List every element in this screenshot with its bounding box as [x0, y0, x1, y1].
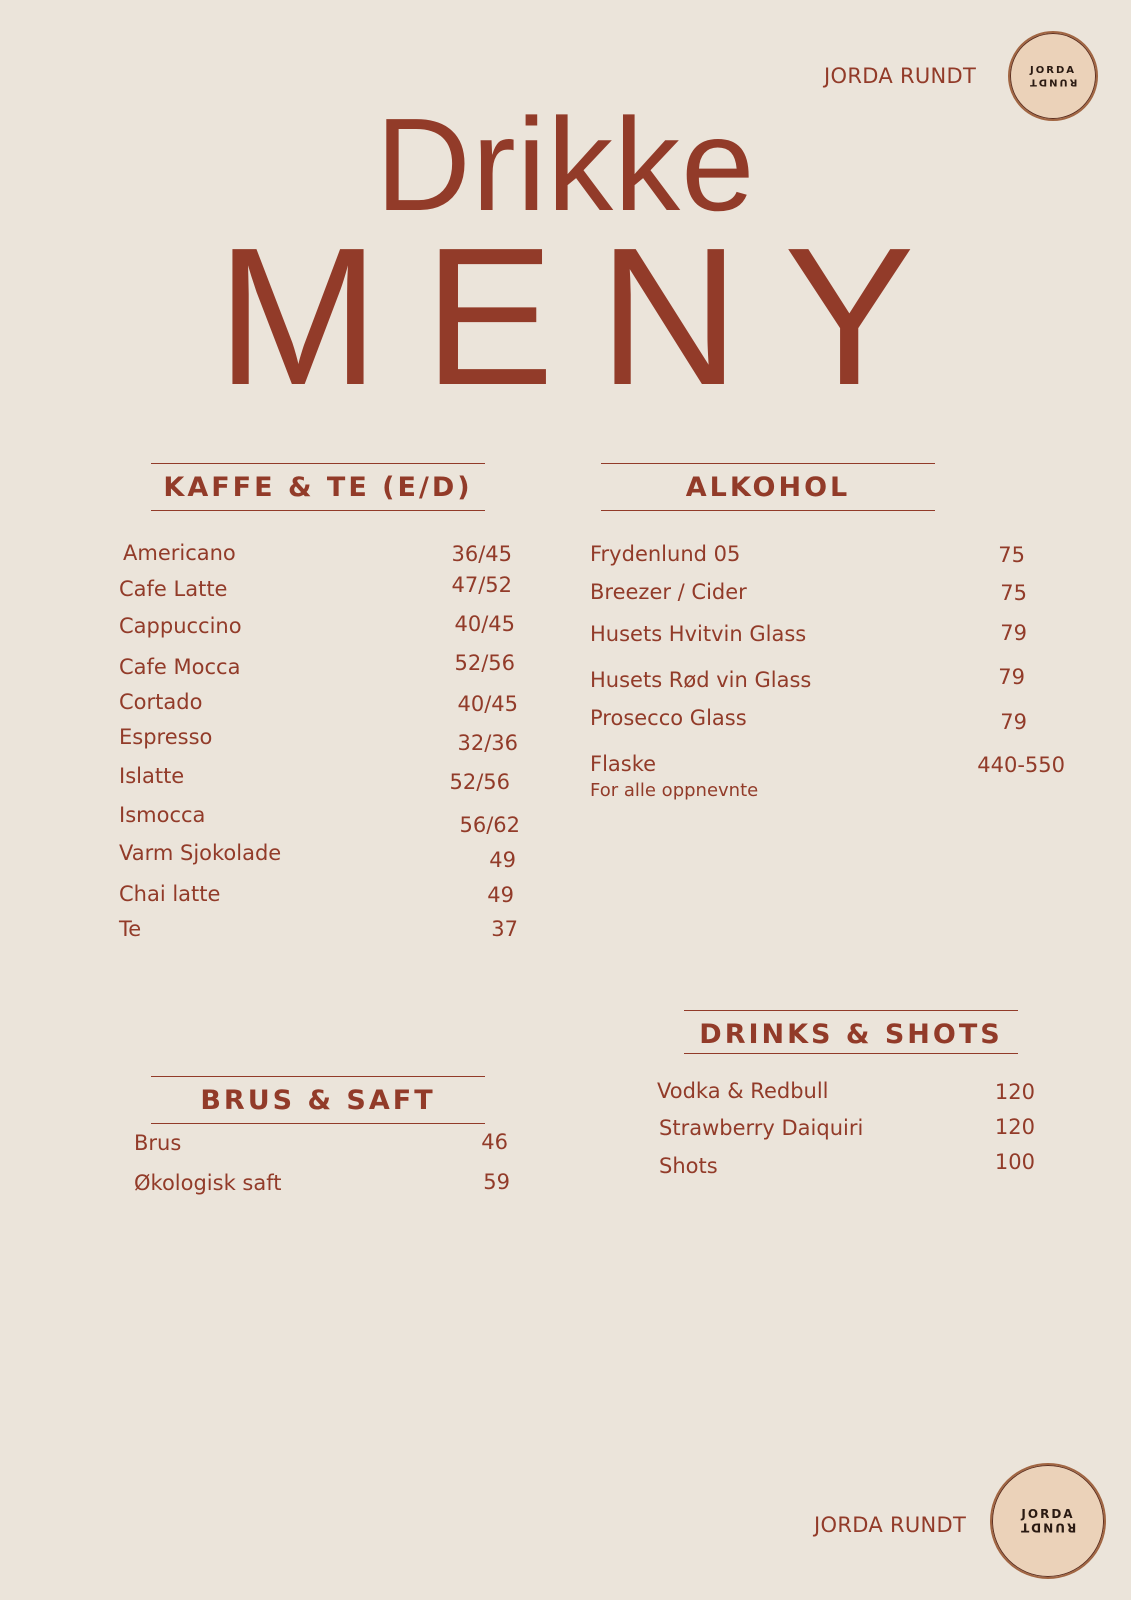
- section-heading-alkohol: ALKOHOL: [601, 463, 935, 511]
- menu-item-price: 59: [483, 1170, 510, 1194]
- brand-logo-bottom: [990, 1463, 1106, 1579]
- menu-item-name: Strawberry Daiquiri: [659, 1116, 864, 1140]
- menu-item-name: Husets Rød vin Glass: [590, 668, 812, 692]
- menu-item-name: Cafe Mocca: [119, 655, 241, 679]
- menu-item-name: Prosecco Glass: [590, 706, 747, 730]
- section-heading-kaffe: KAFFE & TE (E/D): [151, 463, 485, 511]
- menu-item-price: 49: [487, 883, 514, 907]
- menu-item-price: 56/62: [459, 813, 520, 837]
- menu-item-price: 79: [998, 665, 1025, 689]
- menu-item-price: 75: [998, 543, 1025, 567]
- menu-item-name: Cappuccino: [119, 614, 242, 638]
- menu-item-name: Frydenlund 05: [590, 542, 741, 566]
- menu-item-name: Vodka & Redbull: [657, 1079, 829, 1103]
- menu-item-name: Husets Hvitvin Glass: [590, 622, 807, 646]
- menu-item-price: 75: [1000, 581, 1027, 605]
- menu-item-price: 79: [1000, 621, 1027, 645]
- menu-item-name: Chai latte: [119, 882, 221, 906]
- menu-item-price: 52/56: [449, 770, 510, 794]
- menu-item-price: 37: [491, 917, 518, 941]
- menu-item-price: 46: [481, 1130, 508, 1154]
- menu-item-name: Flaske: [590, 752, 657, 776]
- menu-item-price: 49: [489, 848, 516, 872]
- brand-name-bottom: JORDA RUNDT: [814, 1513, 967, 1537]
- menu-item-price: 47/52: [451, 573, 512, 597]
- menu-item-name: Cortado: [119, 690, 203, 714]
- logo-text-line2: RUNDT: [1028, 76, 1078, 88]
- menu-item-name: Ismocca: [119, 803, 206, 827]
- section-heading-brus: BRUS & SAFT: [151, 1076, 485, 1124]
- menu-item-name: Brus: [134, 1131, 182, 1155]
- menu-item-price: 440-550: [977, 753, 1065, 777]
- menu-item-note: For alle oppnevnte: [590, 780, 759, 801]
- menu-item-name: Breezer / Cider: [590, 580, 747, 604]
- menu-item-name: Espresso: [119, 725, 213, 749]
- menu-item-name: Økologisk saft: [134, 1171, 282, 1195]
- menu-item-price: 32/36: [457, 731, 518, 755]
- title-meny: MENY: [216, 207, 959, 426]
- menu-item-price: 52/56: [454, 651, 515, 675]
- menu-item-price: 36/45: [451, 542, 512, 566]
- menu-item-price: 120: [994, 1115, 1035, 1139]
- menu-item-name: Varm Sjokolade: [119, 841, 282, 865]
- menu-item-name: Shots: [659, 1154, 718, 1178]
- section-heading-underline: [684, 1053, 1018, 1054]
- menu-item-price: 40/45: [457, 692, 518, 716]
- section-heading-drinks: DRINKS & SHOTS: [684, 1010, 1018, 1058]
- menu-item-name: Americano: [123, 541, 236, 565]
- menu-item-name: Cafe Latte: [119, 577, 228, 601]
- brand-name-top: JORDA RUNDT: [824, 64, 977, 88]
- menu-item-price: 120: [994, 1080, 1035, 1104]
- logo-text-line1: JORDA: [1021, 1507, 1075, 1522]
- title-drikke: Drikke: [375, 91, 756, 238]
- menu-item-price: 100: [994, 1150, 1035, 1174]
- menu-item-price: 40/45: [454, 612, 515, 636]
- menu-item-name: Te: [119, 917, 142, 941]
- logo-text-line1: JORDA: [1030, 64, 1076, 76]
- menu-item-name: Islatte: [119, 764, 185, 788]
- logo-text-line2: RUNDT: [1019, 1520, 1077, 1535]
- menu-item-price: 79: [1000, 710, 1027, 734]
